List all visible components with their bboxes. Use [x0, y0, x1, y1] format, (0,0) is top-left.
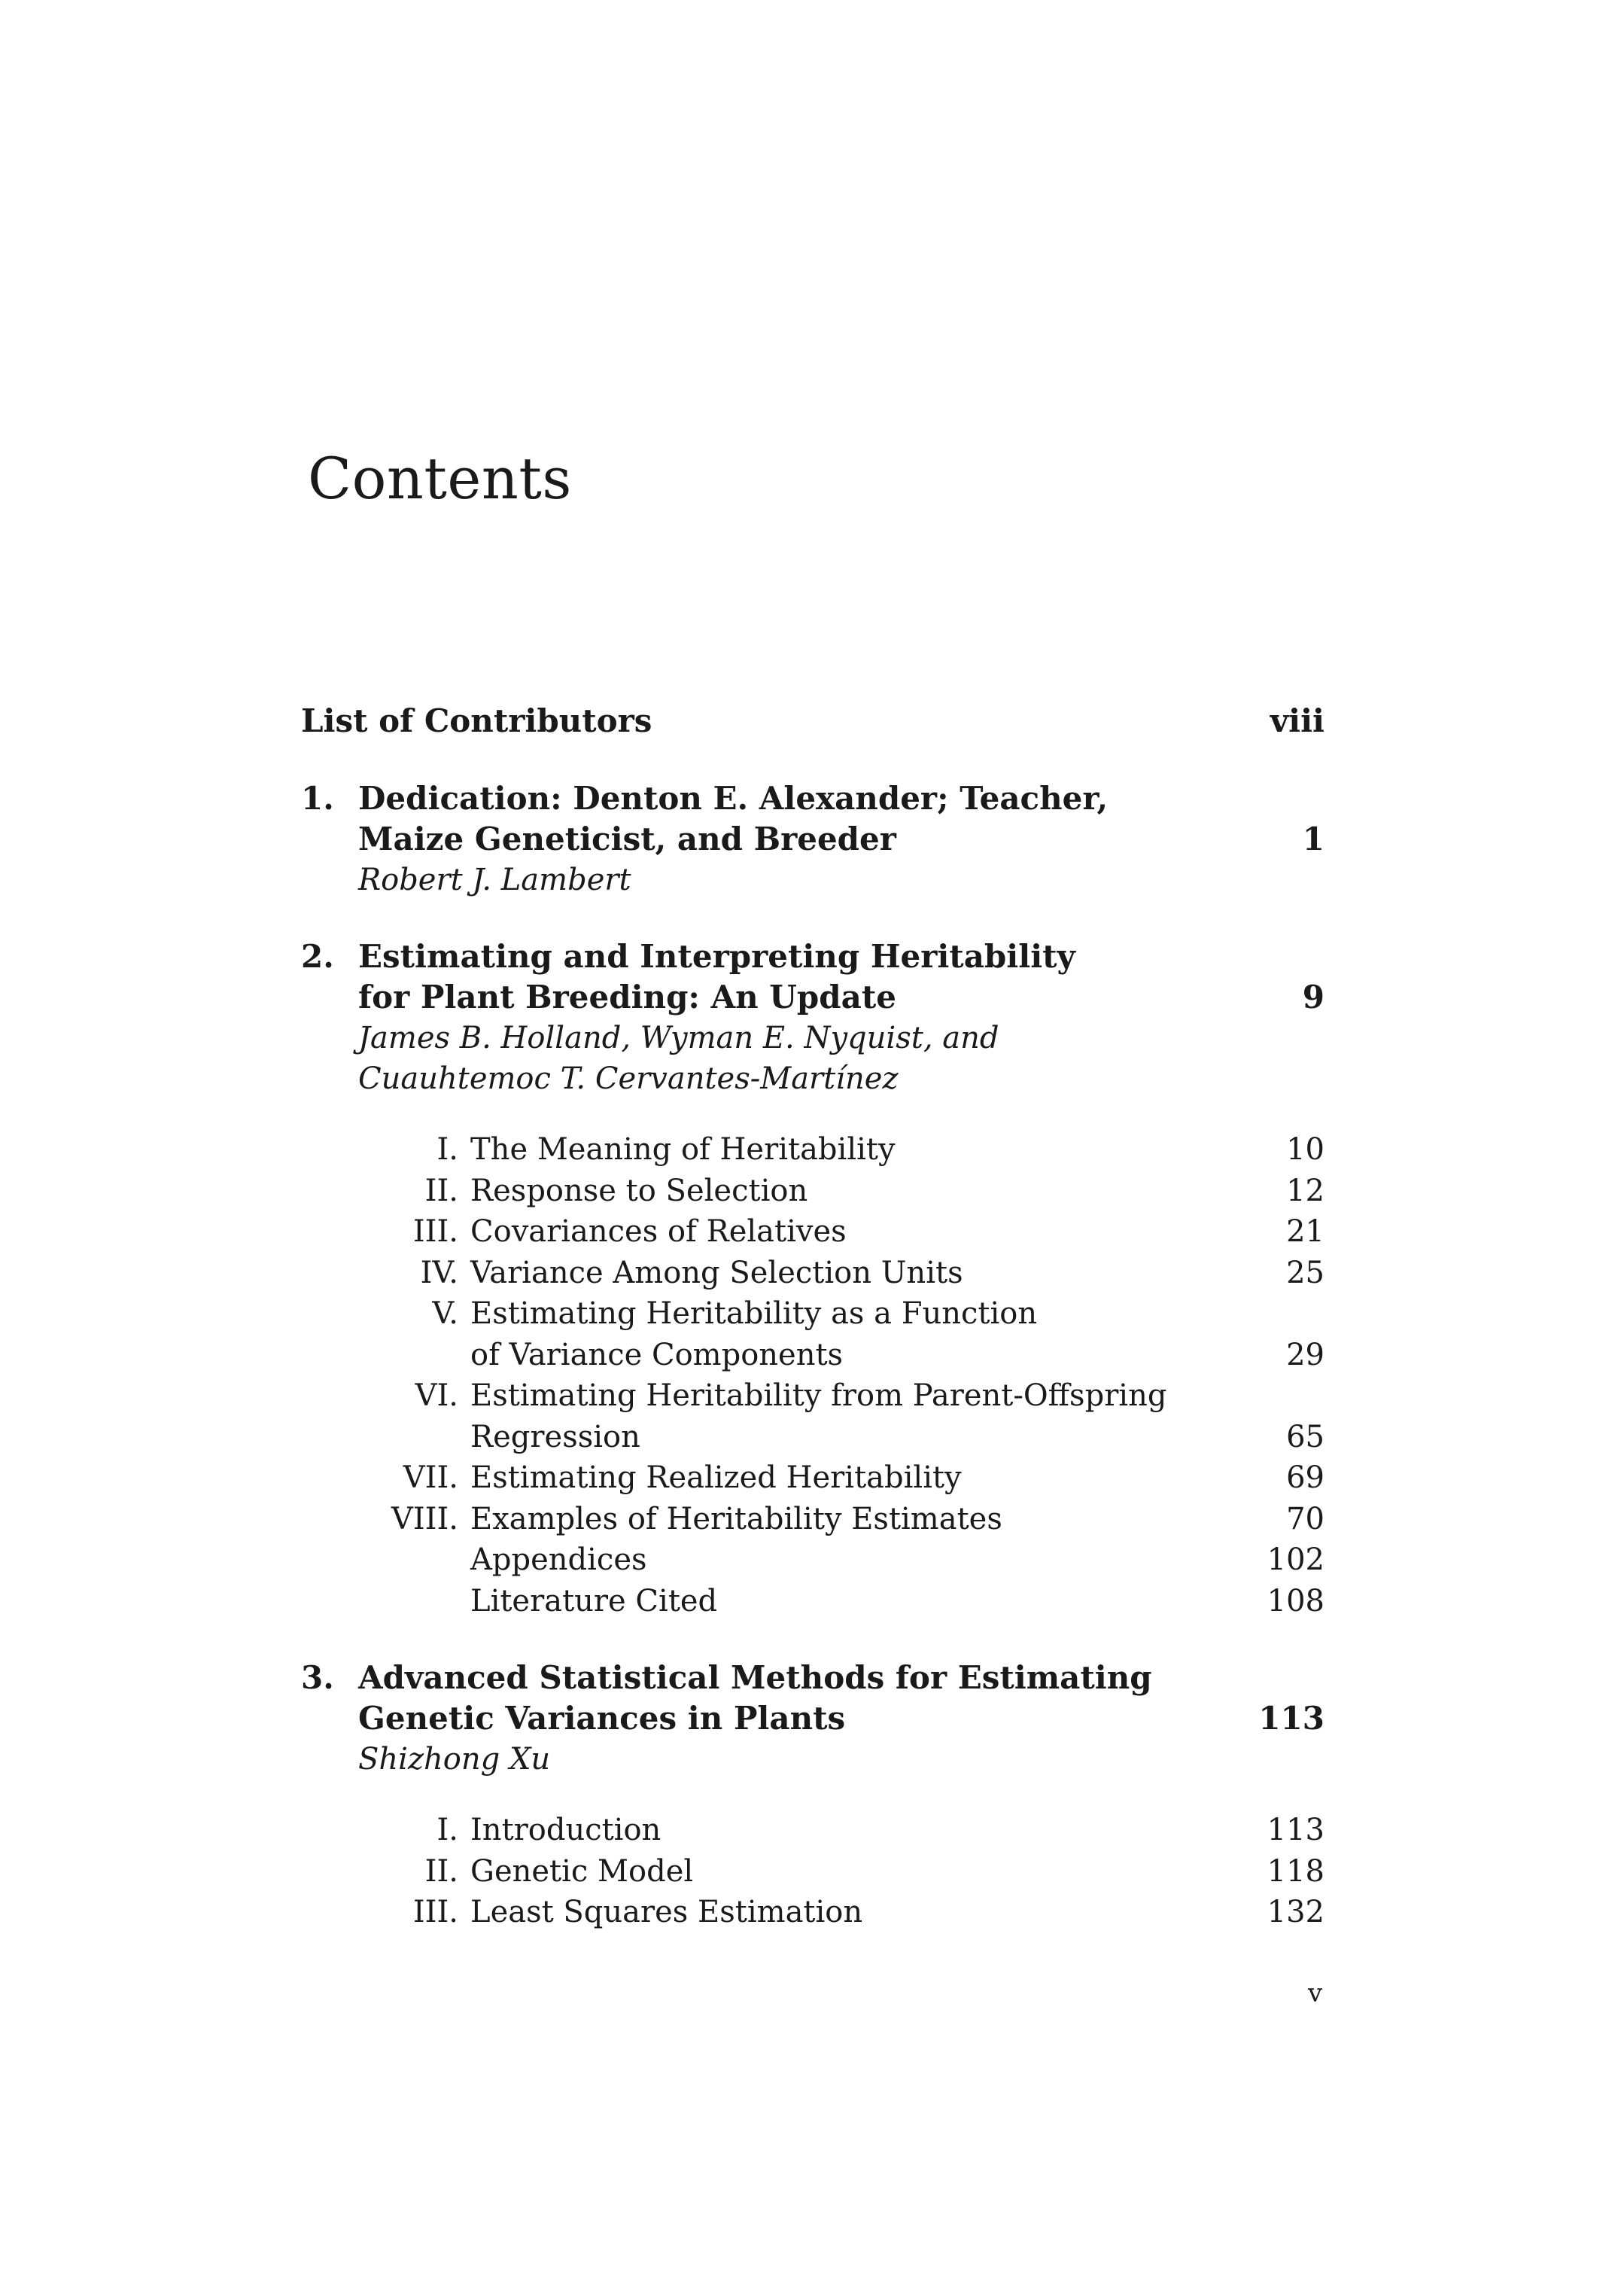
entry-title: List of Contributors [301, 702, 652, 739]
chapter-list [301, 778, 1325, 1933]
section-entry [301, 1457, 1325, 1499]
section-title: Introduction [470, 1813, 661, 1847]
section-number: I. [436, 1132, 458, 1167]
section-title: The Meaning of Heritability [470, 1132, 896, 1167]
section-title: Genetic Model [470, 1853, 694, 1889]
section-page-number: 108 [1267, 1583, 1325, 1618]
section-entry [301, 1417, 1325, 1458]
section-number: IV. [420, 1255, 458, 1290]
section-page-number: 102 [1267, 1542, 1325, 1577]
section-number: III. [412, 1895, 458, 1929]
section-title: Variance Among Selection Units [470, 1255, 963, 1290]
section-list [301, 1129, 1325, 1622]
chapter-title-text: Dedication: Denton E. Alexander; Teacher, [358, 780, 1109, 817]
chapter-number: 3. [301, 1659, 334, 1696]
section-entry [301, 1129, 1325, 1171]
section-page-number: 69 [1286, 1460, 1325, 1495]
section-title: of Variance Components [470, 1337, 844, 1372]
section-list [301, 1810, 1325, 1933]
chapter-authors: Cuauhtemoc T. Cervantes-Martínez [358, 1061, 899, 1096]
section-page-number: 12 [1286, 1173, 1325, 1208]
chapter-title-line [358, 1698, 1325, 1739]
section-entry [301, 1499, 1325, 1540]
chapter-authors: Robert J. Lambert [358, 863, 631, 897]
section-title: Estimating Heritability as a Function [470, 1296, 1038, 1331]
section-title: Appendices [470, 1542, 647, 1577]
section-entry [301, 1293, 1325, 1335]
chapter-entry [301, 936, 1325, 1622]
section-title: Literature Cited [470, 1583, 718, 1618]
entry-page-number: viii [1270, 702, 1325, 739]
section-page-number: 65 [1286, 1419, 1325, 1454]
section-page-number: 29 [1286, 1337, 1325, 1372]
chapter-page-number: 9 [1302, 979, 1325, 1016]
section-title: Regression [470, 1419, 640, 1454]
table-of-contents [301, 700, 1325, 1933]
chapter-number: 1. [301, 780, 334, 817]
chapter-title-text: Maize Geneticist, and Breeder [358, 821, 896, 857]
chapter-title-line [358, 1658, 1325, 1698]
section-number: III. [412, 1214, 458, 1249]
section-page-number: 70 [1286, 1501, 1325, 1536]
chapter-authors: James B. Holland, Wyman E. Nyquist, and [358, 1021, 999, 1055]
chapter-number: 2. [301, 938, 334, 975]
section-page-number: 10 [1286, 1132, 1325, 1167]
chapter-heading [301, 778, 1325, 900]
section-number: VII. [403, 1460, 458, 1495]
section-entry [301, 1892, 1325, 1933]
chapter-body [358, 936, 1325, 1099]
section-page-number: 132 [1267, 1895, 1325, 1929]
chapter-body [358, 1658, 1325, 1780]
section-number: I. [436, 1813, 458, 1847]
section-entry [301, 1851, 1325, 1893]
section-number: V. [432, 1296, 458, 1331]
section-entry [301, 1539, 1325, 1581]
section-entry [301, 1253, 1325, 1294]
chapter-body [358, 778, 1325, 900]
chapter-title-line [358, 778, 1325, 819]
chapter-page-number: 1 [1302, 821, 1325, 857]
section-page-number: 113 [1267, 1813, 1325, 1847]
section-entry [301, 1171, 1325, 1212]
chapter-title-line [358, 977, 1325, 1018]
section-page-number: 118 [1267, 1853, 1325, 1889]
section-entry [301, 1375, 1325, 1417]
chapter-title-line [358, 819, 1325, 860]
section-title: Estimating Heritability from Parent-Offspring [470, 1378, 1167, 1413]
section-title: Examples of Heritability Estimates [470, 1501, 1002, 1536]
section-title: Covariances of Relatives [470, 1214, 847, 1249]
chapter-page-number: 113 [1258, 1700, 1325, 1737]
chapter-entry [301, 1658, 1325, 1933]
section-title: Response to Selection [470, 1173, 808, 1208]
chapter-title-text: Genetic Variances in Plants [358, 1700, 846, 1737]
section-number: II. [424, 1173, 458, 1208]
section-entry [301, 1335, 1325, 1376]
chapter-heading [301, 1658, 1325, 1780]
section-number: II. [424, 1853, 458, 1889]
chapter-entry [301, 778, 1325, 900]
section-number: VI. [415, 1378, 458, 1413]
chapter-title-text: Estimating and Interpreting Heritability [358, 938, 1075, 975]
section-entry [301, 1581, 1325, 1622]
chapter-authors: Shizhong Xu [358, 1742, 551, 1777]
section-entry [301, 1211, 1325, 1253]
toc-entry-contributors [301, 700, 1325, 742]
page-title: Contents [308, 445, 572, 512]
section-title: Estimating Realized Heritability [470, 1460, 962, 1495]
page-folio: v [1308, 1978, 1323, 2008]
section-title: Least Squares Estimation [470, 1895, 863, 1929]
section-page-number: 25 [1286, 1255, 1325, 1290]
chapter-title-text: for Plant Breeding: An Update [358, 979, 897, 1016]
section-number: VIII. [391, 1501, 458, 1536]
chapter-title-line [358, 936, 1325, 977]
section-entry [301, 1810, 1325, 1851]
chapter-title-text: Advanced Statistical Methods for Estimating [358, 1659, 1152, 1696]
chapter-heading [301, 936, 1325, 1099]
section-page-number: 21 [1286, 1214, 1325, 1249]
